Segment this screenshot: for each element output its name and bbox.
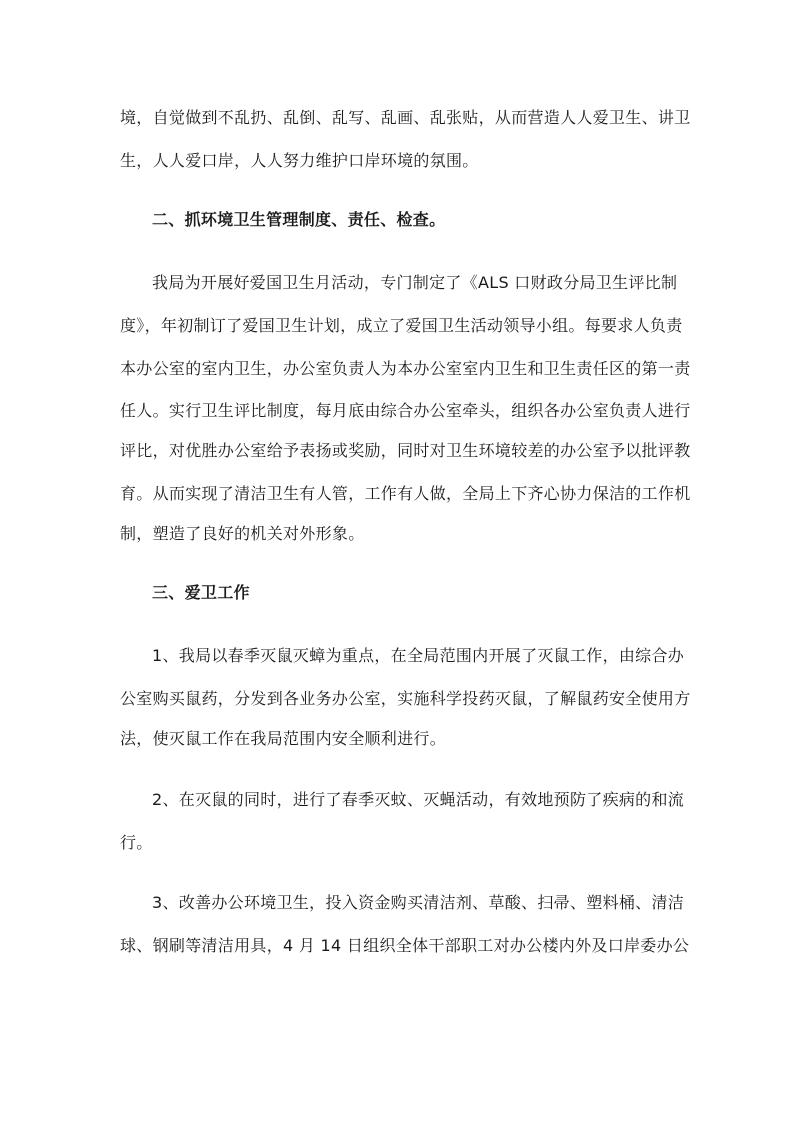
line-text: 境，自觉做到不乱扔、乱倒、乱写、乱画、乱张贴，从而营造人人爱卫生、讲卫 <box>120 108 691 127</box>
line-text: 3、改善办公环境卫生，投入资金购买清洁剂、草酸、扫帚、塑料桶、清洁 <box>152 893 685 912</box>
line-text: 制，塑造了良好的机关对外形象。 <box>120 524 365 543</box>
line-text: 球、钢刷等清洁用具，4 月 14 日组织全体干部职工对办公楼内外及口岸委办公 <box>120 936 690 955</box>
line-text: 育。从而实现了清洁卫生有人管，工作有人做，全局上下齐心协力保洁的工作机 <box>120 484 691 503</box>
line-text: 2、在灭鼠的同时，进行了春季灭蚊、灭蝇活动，有效地预防了疾病的和流 <box>152 790 685 809</box>
line-text: 法，使灭鼠工作在我局范围内安全顺利进行。 <box>120 729 447 748</box>
line-text: 评比，对优胜办公室给予表扬或奖励，同时对卫生环境较差的办公室予以批评教 <box>120 441 691 460</box>
line-text: 生，人人爱口岸，人人努力维护口岸环境的氛围。 <box>120 151 479 170</box>
line-text: 度》，年初制订了爱国卫生计划，成立了爱国卫生活动领导小组。每要求人负责 <box>120 316 683 335</box>
line-text: 本办公室的室内卫生，办公室负责人为本办公室室内卫生和卫生责任区的第一责 <box>120 359 691 378</box>
heading-text: 三、爱卫工作 <box>152 583 250 602</box>
line-text: 公室购买鼠药，分发到各业务办公室，实施科学投药灭鼠，了解鼠药安全使用方 <box>120 689 691 708</box>
line-text: 行。 <box>120 833 153 852</box>
heading-text: 二、抓环境卫生管理制度、责任、检查。 <box>152 210 446 229</box>
line-text: 我局为开展好爱国卫生月活动，专门制定了《ALS 口财政分局卫生评比制 <box>152 273 678 292</box>
line-text: 任人。实行卫生评比制度，每月底由综合办公室牵头，组织各办公室负责人进行 <box>120 401 691 420</box>
line-text: 1、我局以春季灭鼠灭蟑为重点，在全局范围内开展了灭鼠工作，由综合办 <box>152 646 685 665</box>
